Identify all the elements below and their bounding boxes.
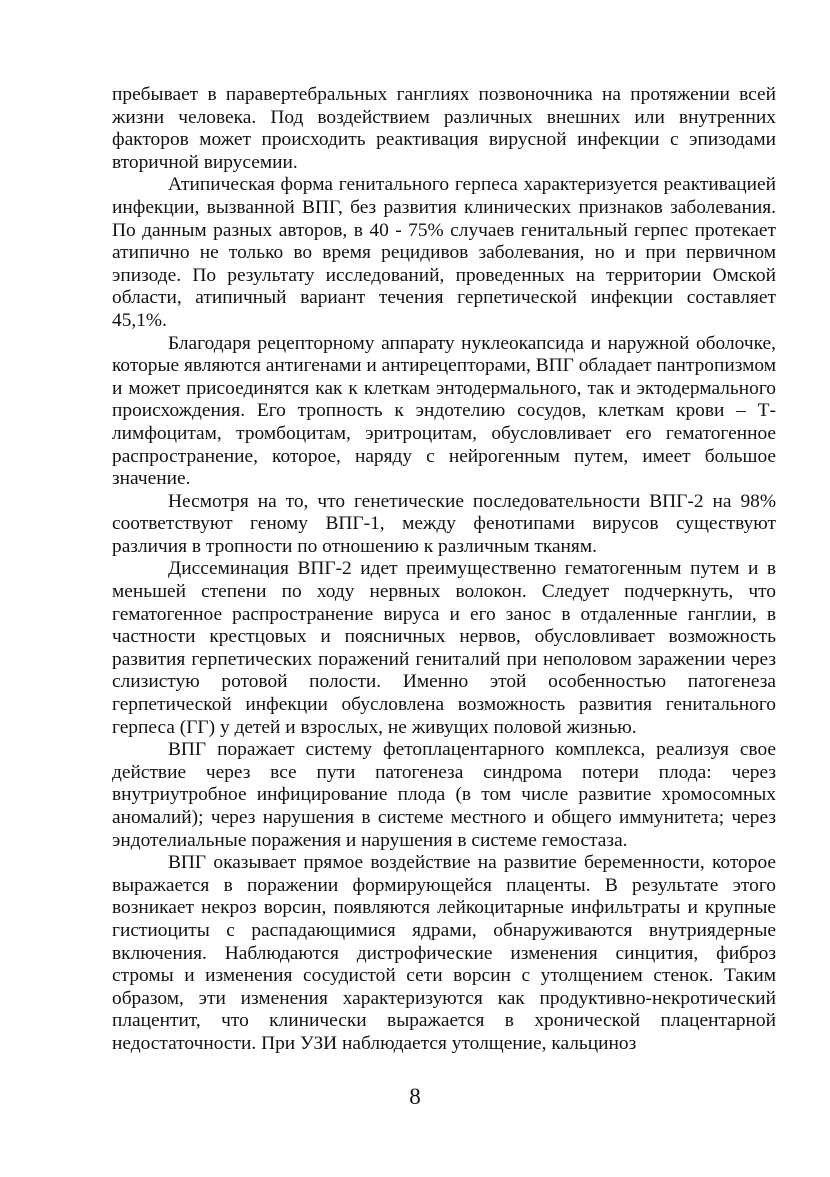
page-number: 8 xyxy=(409,1084,421,1109)
paragraph-pregnancy-impact: ВПГ оказывает прямое воздействие на развитие беременности, которое выражается в поражении формирующейся плаценты. В результате этого возникает некроз ворсин, появляются лейкоцитарные инфильтраты и крупные гистиоциты с распадающимися ядрами, обнаруживаются внутриядерные включения. Наблюдаются дистрофические изменения синцития, фиброз стромы и изменения сосудистой сети ворсин с утолщением стенок. Таким образом, эти изменения характеризуются как продуктивно-некротический плацентит, что клинически выражается в хронической плацентарной недостаточности. При УЗИ наблюдается утолщение, кальциноз xyxy=(112,852,776,1054)
page-body xyxy=(112,84,776,1056)
paragraph-continuation: пребывает в паравертебральных ганглиях позвоночника на протяжении всей жизни человека. Под воздействием различных внешних или внутренних факторов может происходить реактивация вирусной инфекции с эпизодами вторичной вирусемии. xyxy=(112,84,776,173)
paragraph-dissemination: Диссеминация ВПГ-2 идет преимущественно гематогенным путем и в меньшей степени по ходу нервных волокон. Следует подчеркнуть, что гематогенное распространение вируса и его занос в отдаленные ганглии, в частности крестцовых и поясничных нервов, обусловливает возможность развития герпетических поражений гениталий при неполовом заражении через слизистую ротовой полости. Именно этой особенностью патогенеза герпетической инфекции обусловлена возможность развития генитального герпеса (ГГ) у детей и взрослых, не живущих половой жизнью. xyxy=(112,558,776,738)
paragraph-receptor-apparatus: Благодаря рецепторному аппарату нуклеокапсида и наружной оболочке, которые являются антигенами и антирецепторами, ВПГ обладает пантропизмом и может присоединятся как к клеткам энтодермального, так и эктодермального происхождения. Его тропность к эндотелию сосудов, клеткам крови – Т-лимфоцитам, тромбоцитам, эритроцитам, обусловливает его гематогенное распространение, которое, наряду с нейрогенным путем, имеет большое значение. xyxy=(112,332,776,490)
paragraph-genetic-sequences: Несмотря на то, что генетические последовательности ВПГ-2 на 98% соответствуют геному ВПГ-1, между фенотипами вирусов существуют различия в тропности по отношению к различным тканям. xyxy=(112,490,776,557)
paragraph-atypical-form: Атипическая форма генитального герпеса характеризуется реактивацией инфекции, вызванной ВПГ, без развития клинических признаков заболевания. По данным разных авторов, в 40 - 75% случаев генитальный герпес протекает атипично не только во время рецидивов заболевания, но и при первичном эпизоде. По результату исследований, проведенных на территории Омской области, атипичный вариант течения герпетической инфекции составляет 45,1%. xyxy=(112,174,776,331)
paragraph-fetoplacental: ВПГ поражает систему фетоплацентарного комплекса, реализуя свое действие через все пути патогенеза синдрома потери плода: через внутриутробное инфицирование плода (в том числе развитие хромосомных аномалий); через нарушения в системе местного и общего иммунитета; через эндотелиальные поражения и нарушения в системе гемостаза. xyxy=(112,739,776,851)
